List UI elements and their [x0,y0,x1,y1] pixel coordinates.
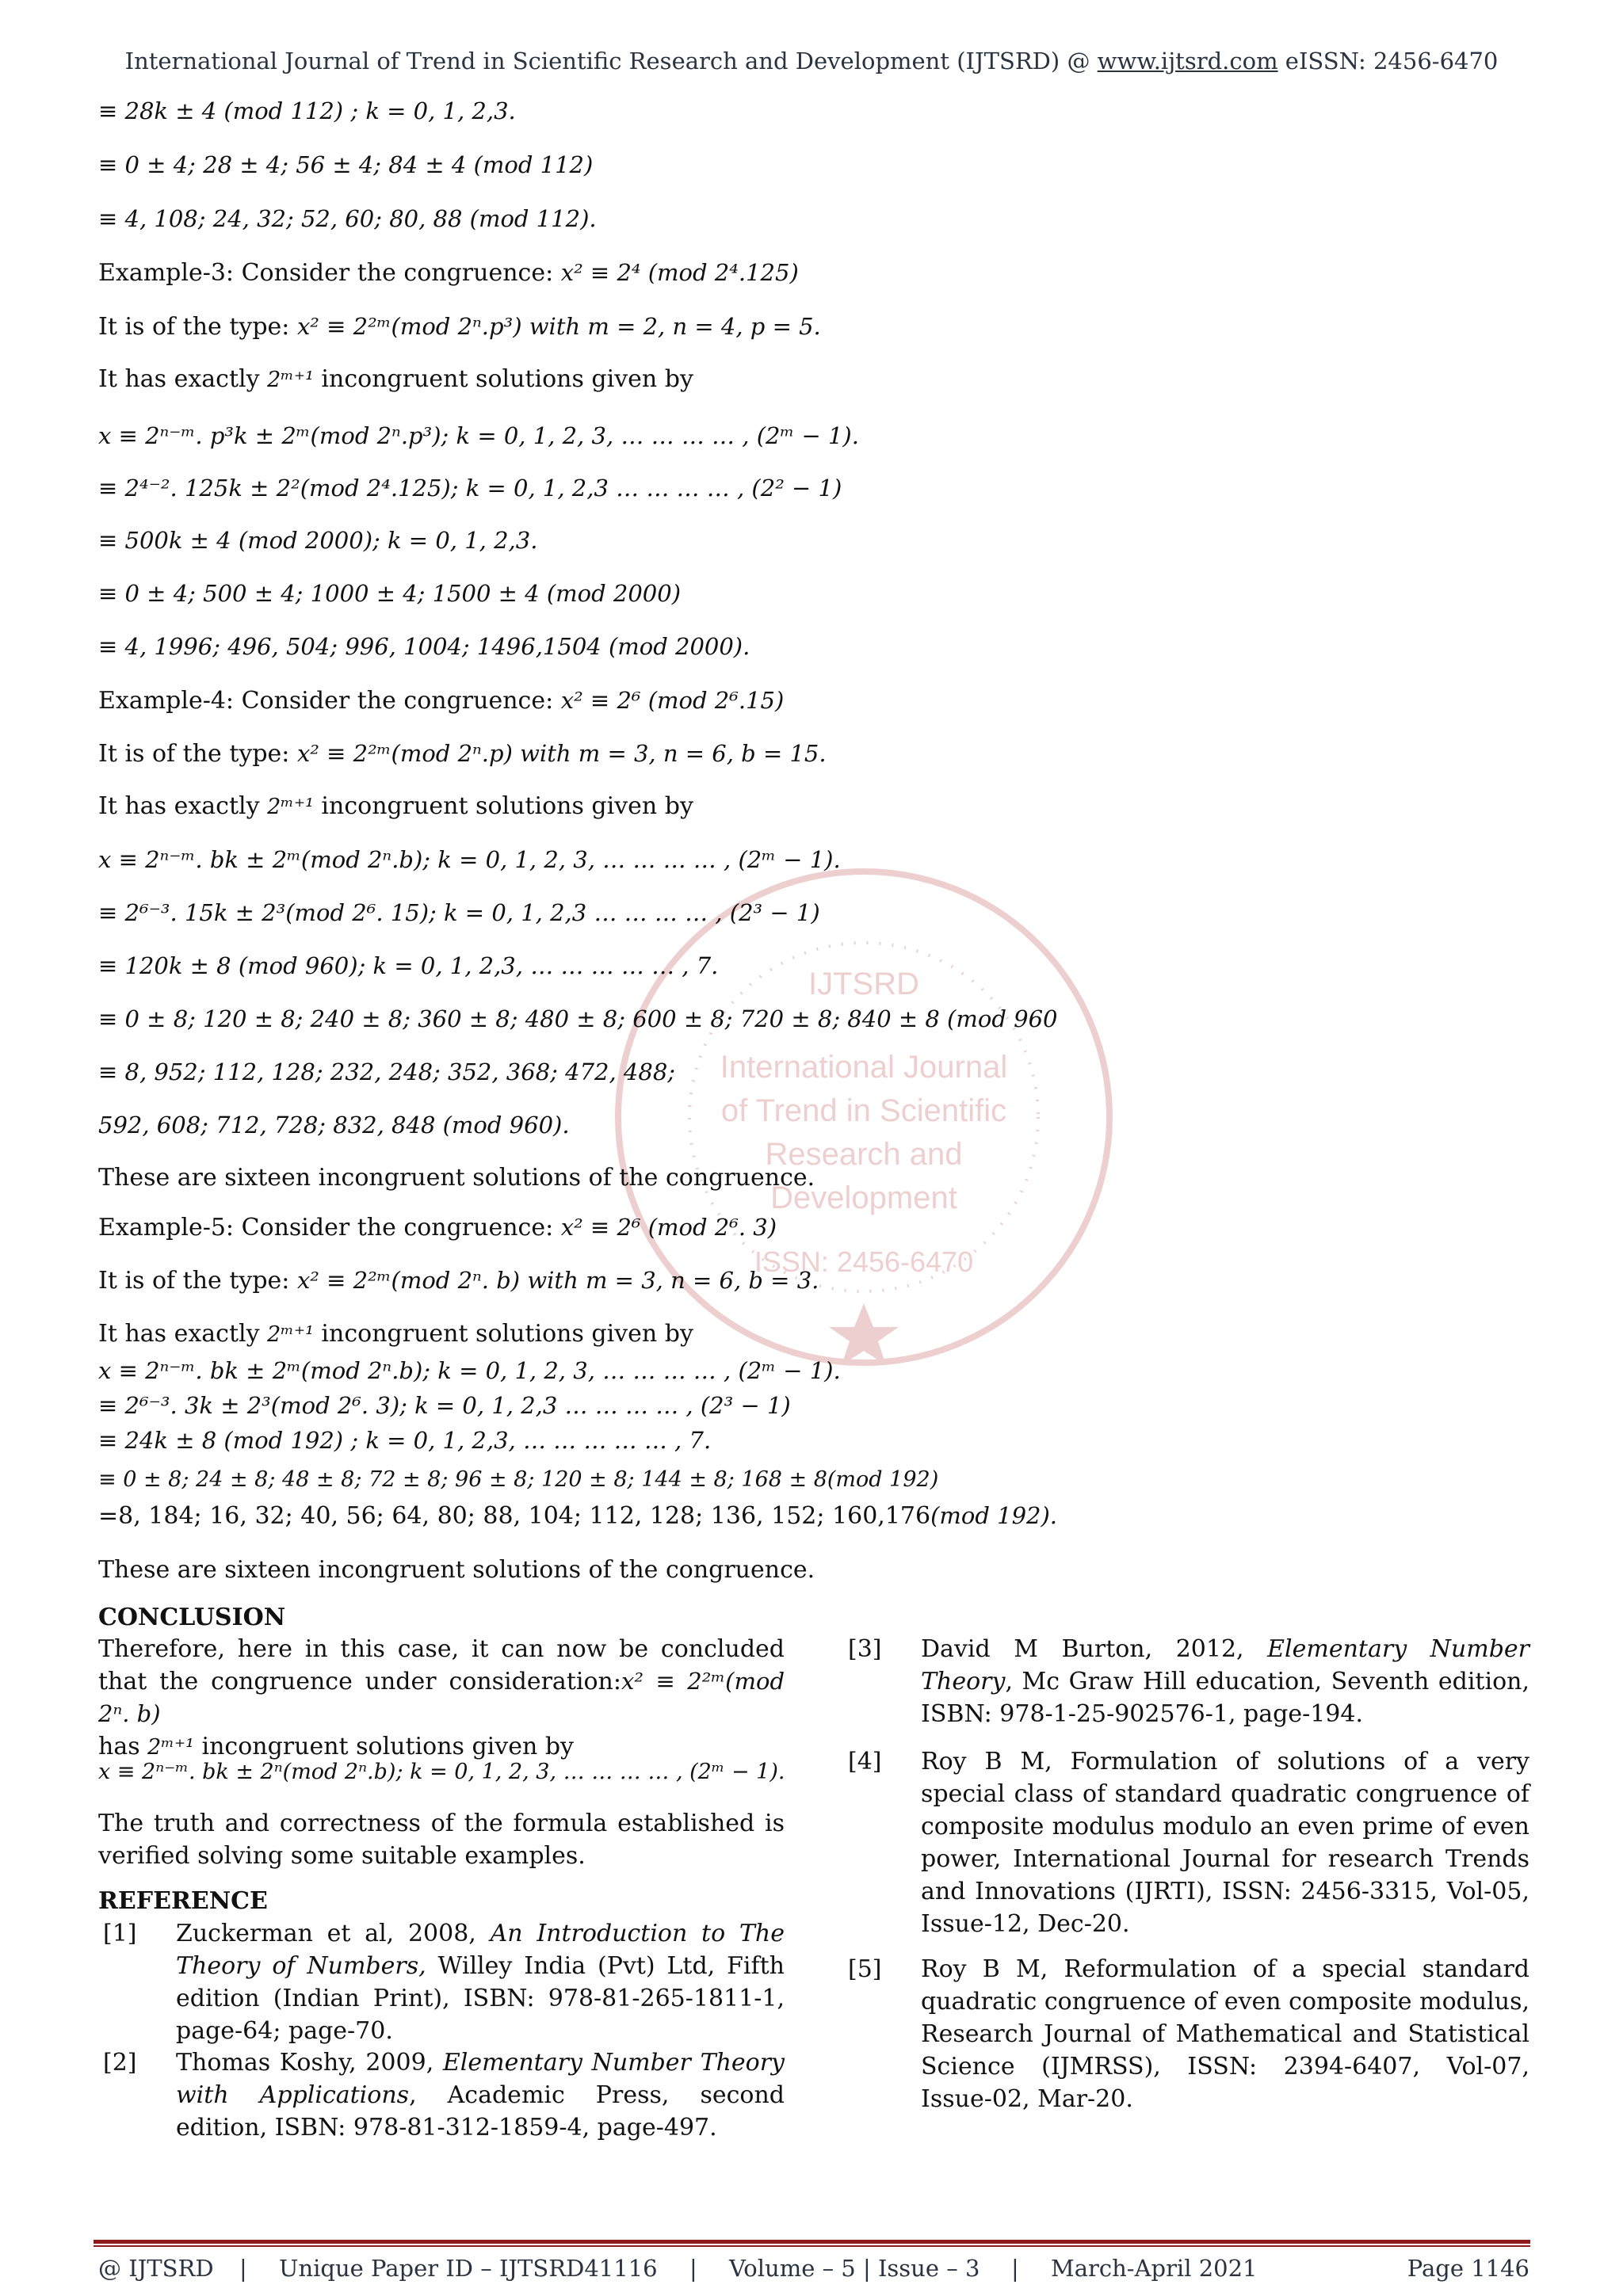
footer-rule [94,2245,1530,2247]
example-5-conclusion: These are sixteen incongruent solutions of the congruence. [98,1556,815,1584]
example-4-conclusion: These are sixteen incongruent solutions of the congruence. [98,1164,815,1192]
example-4-count: It has exactly 2ᵐ⁺¹ incongruent solutions given by [98,792,693,820]
equation-line: ≡ 2⁶⁻³. 15k ± 2³(mod 2⁶. 15); k = 0, 1, 2,3 … … … … , (2³ − 1) [98,899,820,926]
example-5-statement: Example-5: Consider the congruence: x² ≡ 2⁶ (mod 2⁶. 3) [98,1214,777,1241]
footer-separator: | [239,2255,247,2282]
conclusion-formula: x ≡ 2ⁿ⁻ᵐ. bk ± 2ⁿ(mod 2ⁿ.b); k = 0, 1, 2, 3, … … … … , (2ᵐ − 1). [98,1760,785,1784]
equation-line: ≡ 0 ± 4; 500 ± 4; 1000 ± 4; 1500 ± 4 (mod 2000) [98,580,682,607]
equation-line: 592, 608; 712, 728; 832, 848 (mod 960). [98,1112,570,1138]
example-3-type: It is of the type: x² ≡ 2²ᵐ(mod 2ⁿ.p³) with m = 2, n = 4, p = 5. [98,313,821,341]
watermark-line4: Development [770,1180,957,1215]
equation-line: ≡ 2⁶⁻³. 3k ± 2³(mod 2⁶. 3); k = 0, 1, 2,3 … … … … , (2³ − 1) [98,1392,791,1419]
footer-date: March-April 2021 [1051,2255,1258,2282]
footer-journal: @ IJTSRD [98,2255,214,2282]
equation-line: ≡ 0 ± 4; 28 ± 4; 56 ± 4; 84 ± 4 (mod 112) [98,151,594,178]
example-4-statement: Example-4: Consider the congruence: x² ≡ 2⁶ (mod 2⁶.15) [98,687,785,715]
watermark-issn: ISSN: 2456-6470 [754,1245,974,1278]
journal-header [0,48,1623,74]
reference-item: [2] Thomas Koshy, 2009, Elementary Number Theory with Applications, Academic Press, second edition, ISBN: 978-81-312-1859-4, page-497. [103,2049,785,2142]
equation-line: ≡ 500k ± 4 (mod 2000); k = 0, 1, 2,3. [98,527,538,554]
example-3-count: It has exactly 2ᵐ⁺¹ incongruent solutions given by [98,365,693,393]
watermark-line2: of Trend in Scientific [720,1093,1007,1128]
footer-separator: | [689,2255,697,2282]
watermark-line3: Research and [765,1137,963,1172]
equation-line: ≡ 0 ± 8; 120 ± 8; 240 ± 8; 360 ± 8; 480 ± 8; 600 ± 8; 720 ± 8; 840 ± 8 (mod 960 [98,1005,1058,1032]
equation-line: x ≡ 2ⁿ⁻ᵐ. p³k ± 2ᵐ(mod 2ⁿ.p³); k = 0, 1, 2, 3, … … … … , (2ᵐ − 1). [98,422,859,449]
equation-line: ≡ 24k ± 8 (mod 192) ; k = 0, 1, 2,3, … … … … … , 7. [98,1427,712,1454]
footer-paper-id: Unique Paper ID – IJTSRD41116 [279,2255,658,2282]
watermark-abbr: IJTSRD [808,967,919,1001]
page-footer [98,2255,1529,2286]
equation-line: ≡ 2⁴⁻². 125k ± 2²(mod 2⁴.125); k = 0, 1, 2,3 … … … … , (2² − 1) [98,475,842,502]
reference-heading: REFERENCE [98,1887,268,1915]
equation-line: ≡ 0 ± 8; 24 ± 8; 48 ± 8; 72 ± 8; 96 ± 8; 120 ± 8; 144 ± 8; 168 ± 8(mod 192) [98,1467,939,1492]
equation-line: ≡ 4, 108; 24, 32; 52, 60; 80, 88 (mod 112). [98,205,597,232]
equation-line: ≡ 120k ± 8 (mod 960); k = 0, 1, 2,3, … … … … … , 7. [98,952,719,979]
reference-item: [1] Zuckerman et al, 2008, An Introduction to The Theory of Numbers, Willey India (Pvt) Ltd, Fifth edition (Indian Print), ISBN: 978-81-265-1811-1, page-64; page-70. [103,1920,785,2045]
conclusion-heading: CONCLUSION [98,1604,286,1631]
example-3-statement: Example-3: Consider the congruence: x² ≡ 2⁴ (mod 2⁴.125) [98,259,799,287]
header-issn: eISSN: 2456-6470 [1277,48,1499,74]
ijtsrd-watermark-seal [602,856,1125,1379]
conclusion-paragraph: Therefore, here in this case, it can now be concluded that the congruence under consideration:x² ≡ 2²ᵐ(mod 2ⁿ. b) has 2ᵐ⁺¹ incongruent solutions given by [98,1635,785,1760]
watermark-line1: International Journal [720,1050,1008,1085]
footer-page-number: Page 1146 [1407,2255,1529,2282]
equation-line: x ≡ 2ⁿ⁻ᵐ. bk ± 2ᵐ(mod 2ⁿ.b); k = 0, 1, 2, 3, … … … … , (2ᵐ − 1). [98,1357,841,1384]
example-5-solutions: =8, 184; 16, 32; 40, 56; 64, 80; 88, 104; 112, 128; 136, 152; 160,176(mod 192). [98,1502,1058,1530]
example-5-count: It has exactly 2ᵐ⁺¹ incongruent solutions given by [98,1320,693,1348]
reference-item: [5] Roy B M, Reformulation of a special standard quadratic congruence of even composite modulus, Research Journal of Mathematical and Statistical Science (IJMRSS), ISSN: 2394-6407, Vol-07, Issue-02, Mar-20. [848,1955,1529,2113]
reference-item: [3] David M Burton, 2012, Elementary Number Theory, Mc Graw Hill education, Seventh edition, ISBN: 978-1-25-902576-1, page-194. [848,1635,1529,1728]
equation-line: ≡ 4, 1996; 496, 504; 996, 1004; 1496,1504 (mod 2000). [98,633,750,660]
example-4-type: It is of the type: x² ≡ 2²ᵐ(mod 2ⁿ.p) with m = 3, n = 6, b = 15. [98,740,827,768]
equation-line: ≡ 8, 952; 112, 128; 232, 248; 352, 368; 472, 488; [98,1058,676,1085]
footer-rule [94,2240,1530,2244]
equation-line: x ≡ 2ⁿ⁻ᵐ. bk ± 2ᵐ(mod 2ⁿ.b); k = 0, 1, 2, 3, … … … … , (2ᵐ − 1). [98,846,841,873]
footer-volume-issue: Volume – 5 | Issue – 3 [729,2255,980,2282]
header-text: International Journal of Trend in Scientific Research and Development (IJTSRD) @ [124,48,1098,74]
equation-line: ≡ 28k ± 4 (mod 112) ; k = 0, 1, 2,3. [98,97,516,124]
example-5-type: It is of the type: x² ≡ 2²ᵐ(mod 2ⁿ. b) with m = 3, n = 6, b = 3. [98,1267,819,1295]
conclusion-verification: The truth and correctness of the formula established is verified solving some suitable examples. [98,1810,785,1870]
reference-item: [4] Roy B M, Formulation of solutions of a very special class of standard quadratic congruence of composite modulus modulo an even prime of even power, International Journal for research Trends and Innovations (IJRTI), ISSN: 2456-3315, Vol-05, Issue-12, Dec-20. [848,1748,1529,1938]
footer-separator: | [1011,2255,1019,2282]
journal-website-link[interactable]: www.ijtsrd.com [1097,48,1278,74]
